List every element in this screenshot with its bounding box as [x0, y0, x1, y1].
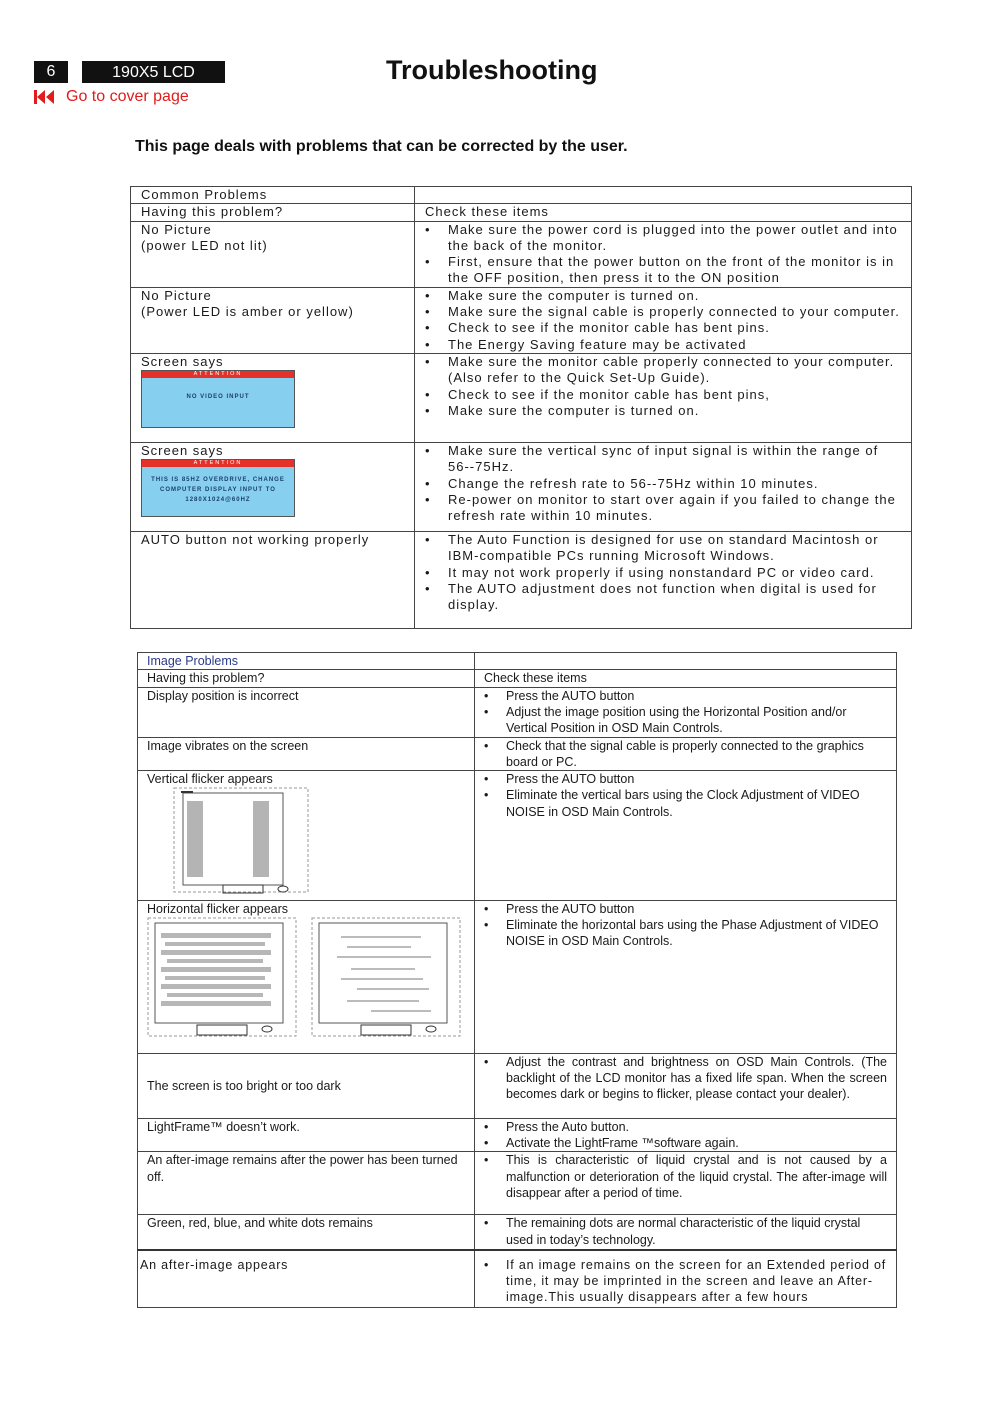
check-cell — [415, 221, 912, 287]
check-cell — [415, 287, 912, 353]
list-item: • Adjust the image position using the Horizontal Position and/or Vertical Position in OSD Main Controls. — [484, 704, 887, 737]
list-item: • Activate the LightFrame ™software again. — [484, 1135, 887, 1151]
vertical-flicker-illustration — [173, 787, 313, 895]
column-header-check: Check these items — [475, 670, 897, 687]
problem-cell: No Picture (power LED not lit) — [131, 221, 415, 287]
osd-overdrive-screenshot — [141, 459, 295, 517]
list-item: • Make sure the computer is turned on. — [425, 288, 901, 304]
osd-header: ATTENTION — [142, 460, 294, 467]
problem-cell: Screen says ATTENTION THIS IS 85HZ OVERDRIVE, CHANGE COMPUTER DISPLAY INPUT TO 1280X1024@60HZ — [131, 442, 415, 531]
check-cell — [475, 1250, 897, 1308]
check-cell — [475, 687, 897, 737]
list-item: • Adjust the contrast and brightness on OSD Main Controls. (The backlight of the LCD monitor has a fixed life span. When the screen becomes dark or begins to flicker, please contact your dealer). — [484, 1054, 887, 1103]
list-item: • Press the AUTO button — [484, 688, 887, 704]
table-row — [138, 687, 897, 737]
problem-cell: Display position is incorrect — [138, 687, 475, 737]
page-title: Troubleshooting — [386, 55, 598, 85]
check-cell — [475, 1152, 897, 1215]
section-title: Image Problems — [138, 653, 475, 670]
intro-text: This page deals with problems that can be corrected by the user. — [135, 138, 628, 155]
check-cell — [415, 531, 912, 628]
table-row — [138, 1118, 897, 1152]
problem-cell: No Picture (Power LED is amber or yellow) — [131, 287, 415, 353]
table-row — [138, 1215, 897, 1250]
column-header-problem: Having this problem? — [131, 204, 415, 221]
table-row — [131, 442, 912, 531]
list-item: • Eliminate the vertical bars using the Clock Adjustment of VIDEO NOISE in OSD Main Controls. — [484, 787, 887, 820]
common-problems-table — [130, 186, 912, 629]
list-item: • The AUTO adjustment does not function when digital is used for display. — [425, 581, 901, 614]
list-item: • Check that the signal cable is properly connected to the graphics board or PC. — [484, 738, 887, 771]
list-item: • Make sure the power cord is plugged into the power outlet and into the back of the monitor. — [425, 222, 901, 255]
list-item: • First, ensure that the power button on the front of the monitor is in the OFF position, then press it to the ON position — [425, 254, 901, 287]
cover-link-label: Go to cover page — [66, 88, 189, 105]
list-item: • If an image remains on the screen for an Extended period of time, it may be imprinted in the screen and leave an After-image.This usually disappears after a few hours — [484, 1257, 887, 1306]
list-item: • Eliminate the horizontal bars using the Phase Adjustment of VIDEO NOISE in OSD Main Controls. — [484, 917, 887, 950]
table-row — [138, 1250, 897, 1308]
go-to-cover-link[interactable] — [34, 88, 189, 106]
table-row — [131, 353, 912, 442]
table-row — [138, 1152, 897, 1215]
table-row — [131, 531, 912, 628]
list-item: • Make sure the monitor cable properly connected to your computer. (Also refer to the Quick Set-Up Guide). — [425, 354, 901, 387]
problem-cell: Image vibrates on the screen — [138, 737, 475, 771]
list-item: • The remaining dots are normal characteristic of the liquid crystal used in today’s technology. — [484, 1215, 887, 1248]
problem-cell: Horizontal flicker appears — [138, 900, 475, 1053]
horizontal-flicker-illustration-1 — [147, 917, 297, 1037]
table-header-row — [138, 670, 897, 687]
problem-cell: Screen says ATTENTION NO VIDEO INPUT — [131, 353, 415, 442]
table-row — [138, 1053, 897, 1118]
table-row — [131, 187, 912, 204]
image-problems-table — [137, 652, 897, 1308]
osd-header: ATTENTION — [142, 371, 294, 378]
problem-cell: An after-image remains after the power has been turned off. — [138, 1152, 475, 1215]
check-cell — [475, 1215, 897, 1250]
skip-to-start-icon — [34, 89, 56, 105]
table-header-row — [131, 204, 912, 221]
check-cell — [415, 353, 912, 442]
osd-message: NO VIDEO INPUT — [186, 394, 250, 401]
table-row — [138, 771, 897, 901]
list-item: • Press the AUTO button — [484, 771, 887, 787]
list-item: • Change the refresh rate to 56--75Hz within 10 minutes. — [425, 476, 901, 492]
check-cell — [475, 771, 897, 901]
list-item: • The Auto Function is designed for use on standard Macintosh or IBM-compatible PCs running Microsoft Windows. — [425, 532, 901, 565]
list-item: • Make sure the computer is turned on. — [425, 403, 901, 419]
list-item: • Make sure the signal cable is properly connected to your computer. — [425, 304, 901, 320]
list-item: • Check to see if the monitor cable has bent pins, — [425, 387, 901, 403]
list-item: • It may not work properly if using nonstandard PC or video card. — [425, 565, 901, 581]
problem-cell: An after-image appears — [138, 1250, 475, 1308]
check-cell — [475, 737, 897, 771]
check-cell — [475, 1118, 897, 1152]
problem-cell: Green, red, blue, and white dots remains — [138, 1215, 475, 1250]
check-cell — [475, 1053, 897, 1118]
section-title: Common Problems — [131, 187, 415, 204]
column-header-problem: Having this problem? — [138, 670, 475, 687]
table-row — [138, 900, 897, 1053]
problem-cell: Vertical flicker appears — [138, 771, 475, 901]
table-row — [138, 653, 897, 670]
table-row — [131, 287, 912, 353]
list-item: • Press the AUTO button — [484, 901, 887, 917]
check-cell — [475, 900, 897, 1053]
osd-message: THIS IS 85HZ OVERDRIVE, CHANGE COMPUTER DISPLAY INPUT TO 1280X1024@60HZ — [151, 477, 285, 504]
list-item: • Re-power on monitor to start over again if you failed to change the refresh rate within 10 minutes. — [425, 492, 901, 525]
page-number: 6 — [34, 61, 68, 83]
list-item: • Press the Auto button. — [484, 1119, 887, 1135]
table-row — [138, 737, 897, 771]
list-item: • Make sure the vertical sync of input signal is within the range of 56--75Hz. — [425, 443, 901, 476]
problem-cell: LightFrame™ doesn’t work. — [138, 1118, 475, 1152]
column-header-check: Check these items — [415, 204, 912, 221]
osd-no-video-input-screenshot — [141, 370, 295, 428]
problem-cell: The screen is too bright or too dark — [138, 1053, 475, 1118]
list-item: • The Energy Saving feature may be activated — [425, 337, 901, 353]
problem-cell: AUTO button not working properly — [131, 531, 415, 628]
list-item: • Check to see if the monitor cable has bent pins. — [425, 320, 901, 336]
check-cell — [415, 442, 912, 531]
table-row — [131, 221, 912, 287]
model-label: 190X5 LCD — [82, 61, 225, 83]
horizontal-flicker-illustration-2 — [311, 917, 461, 1037]
list-item: • This is characteristic of liquid crystal and is not caused by a malfunction or deterioration of the liquid crystal. The after-image will disappear after a period of time. — [484, 1152, 887, 1201]
